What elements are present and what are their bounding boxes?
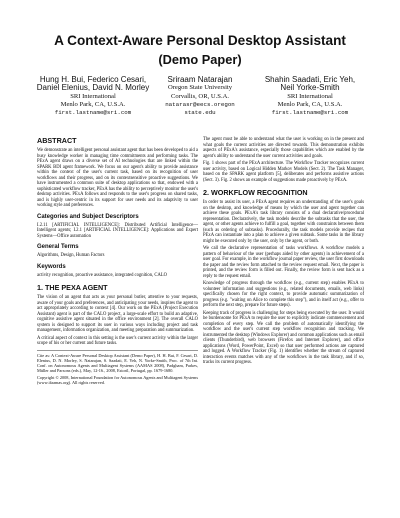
author-affiliation: Oregon State University xyxy=(167,84,233,92)
categories-text: I.2.11 [ARTIFICIAL INTELLIGENCE]: Distributed Artificial Intelligence—Intelligent agents; I.2.1 [ARTIFICIAL INTELLIGENCE]: Applications and Expert Systems—Office automation xyxy=(37,222,198,239)
section-1-paragraph: The vision of an agent that acts as your personal butler, attentive to your requests, aware of your goals and preferences, and anticipating your needs, inspires the agent to act appropriately according to context [4]. Our work on the PExA (Project Execution Assistant) agent is part of the CALO project, a large-scale effort to build an adaptive, cognitive assistive agent situated in the office environment [2]. The overall CALO system is designed to support its user in various ways including project and task management, information organization, and meeting preparation and summarization. xyxy=(37,295,198,333)
keywords-heading: Keywords xyxy=(37,263,66,270)
intro-paragraph: Fig. 1 shows part of the PExA architecture. The Workflow Tracker recognizes current user activity, based on Logical Hidden Markov Models (Sect. 2). The Task Manager, based on the SPARK agent platform [5], deliberates and performs assistive actions (Sect. 3). Fig. 2 shows an example of suggestions made proactively by PExA. xyxy=(203,161,364,183)
author-names: Daniel Elenius, David N. Morley xyxy=(36,83,150,93)
left-column xyxy=(37,137,198,387)
author-email: natarasr@eecs.oregonstate.edu xyxy=(165,100,235,117)
author-group-osu xyxy=(155,76,245,117)
author-names: Neil Yorke-Smith xyxy=(280,83,340,93)
section-2-paragraph: We call the declarative representation of tasks workflows. A workflow models a pattern of behaviour of the user (perhaps aided by other agents) in achievement of a user goal. For example, in the workflow journal paper review, the user first downloads the paper and the review form attached to the review request email. Next, the paper is printed, and the review form is filled out. Finally, the review form is sent back as a reply to the request email. xyxy=(203,246,364,279)
author-names: Shahin Saadati, Eric Yeh, xyxy=(264,75,356,84)
section-2-heading: 2. WORKFLOW RECOGNITION xyxy=(203,188,308,197)
intro-paragraph: The agent must be able to understand what the user is working on in the present and what goals the current activities are directed towards. This demonstration exhibits aspects of PExA's assistance, especially those capabilities which are enabled by the agent's ability to understand the user current activities and goals. xyxy=(203,137,364,159)
paper-subtitle: (Demo Paper) xyxy=(158,52,242,67)
section-1-heading: 1. THE PEXA AGENT xyxy=(37,283,108,292)
section-2-paragraph: In order to assist its user, a PExA agent requires an understanding of the user's goals on the desktop, and knowledge of means by which the user and agent together can achieve these goals. PExA's task library consists of a dual declarative/procedural representation. Declaratively, the task models describe the subtasks that the user, the agent, or other agents achieve to fulfill a goal, together with constraints between them (such as ordering of subtasks). Procedurally, the task models provide recipes that PExA can instantiate into a plan to achieve a given subtask. Some tasks in the library might be executed only by the user, only by the agent, or both. xyxy=(203,200,364,244)
section-2-paragraph: Knowledge of progress through the workflow (e.g., current step) enables PExA to volunteer information and suggestions (e.g., related documents, emails, web links) specifically chosen for the right context, to provide automatic summarization of progress (e.g. "waiting on Alice to complete this step"), and in itself act (e.g., offer to perform the next step, prepare for future steps). xyxy=(203,281,364,308)
author-block xyxy=(0,76,400,126)
copyright-text: Copyright © 2008, International Foundation for Autonomous Agents and Multiagent Systems (www.ifaamas.org). All rights reserved. xyxy=(37,374,198,385)
abstract-heading: ABSTRACT xyxy=(37,136,77,145)
citation-text: Cite as: A Context-Aware Personal Desktop Assistant (Demo Paper), H. H. Bui, F. Cesari, D. Elenius, D. N. Morley, S. Natarajan, S. Saadati, E. Yeh, N. Yorke-Smith, Proc. of 7th Int. Conf. on Autonomous Agents and Multiagent Systems (AAMAS 2008), Padgham, Parkes, Müller and Parsons (eds.), May, 12-16., 2008, Estoril, Portugal, pp. 1679-1680. xyxy=(37,352,198,373)
author-location: Menlo Park, CA, U.S.A. xyxy=(60,100,126,108)
paper-title: A Context-Aware Personal Desktop Assistant xyxy=(54,33,346,48)
author-email: first.lastname@sri.com xyxy=(271,109,349,117)
author-names: Hung H. Bui, Federico Cesari, xyxy=(39,75,147,84)
terms-text: Algorithms, Design, Human Factors xyxy=(37,253,105,258)
author-location: Corvallis, OR, U.S.A. xyxy=(170,92,230,100)
terms-heading: General Terms xyxy=(37,244,79,250)
categories-heading: Categories and Subject Descriptors xyxy=(37,213,139,220)
keywords-text: activity recognition, proactive assistance, integrated cognition, CALO xyxy=(37,272,168,278)
author-group-sri-2 xyxy=(245,76,375,117)
author-affiliation: SRI International xyxy=(70,92,116,100)
author-group-sri-1 xyxy=(28,76,158,117)
section-1-paragraph: A critical aspect of context in this setting is the user's current activity within the larger scope of his or her current and future tasks. xyxy=(37,335,198,346)
abstract-text: We demonstrate an intelligent personal assistant agent that has been developed to aid a busy knowledge worker in managing time commitments and performing tasks. The PExA agent draws on a diverse set of AI technologies that are linked within the SPARK BDI agent framework. We focus on our agent's ability to provide assistance within the context of the user's current task, based on its recognition of user workflows and their progress, and on its contextsensitive proactive suggestions. We have instrumented a common suite of desktop applications so that, endowed with a sophisticated workflow tracker, PExA has the ability to perceptively monitor the user's desktop activities. PExA follows and responds to the user's progress on shared tasks, and is highly user-centric in its support for user needs and its adaptivity to user working style and preferences. xyxy=(37,148,198,208)
copyright-block xyxy=(37,350,198,385)
author-names: Sriraam Natarajan xyxy=(167,75,233,84)
author-email: first.lastname@sri.com xyxy=(54,109,132,117)
author-affiliation: SRI International xyxy=(287,92,333,100)
right-column xyxy=(203,137,364,368)
author-location: Menlo Park, CA, U.S.A. xyxy=(277,100,343,108)
section-2-paragraph: Keeping track of progress is challenging for steps being executed by the user. It would be burdensome for PExA to require the user to explicitly indicate commencement and completion of every step. We call the problem of automatically identifying the workflow and the user's current step workflow recognition and tracking. We instrumented the desktop (Windows Explorer) and common applications such as email clients (Thunderbird), web browsers (Firefox and Internet Explorer), and office applications (Word, PowerPoint, Excel) so that user performed actions are captured and logged. A Workflow Tracker (Fig. 1) identifies whether the stream of captured interaction events matches with any of the workflows in the task library, and if so, tracks its current progress. xyxy=(203,310,364,365)
